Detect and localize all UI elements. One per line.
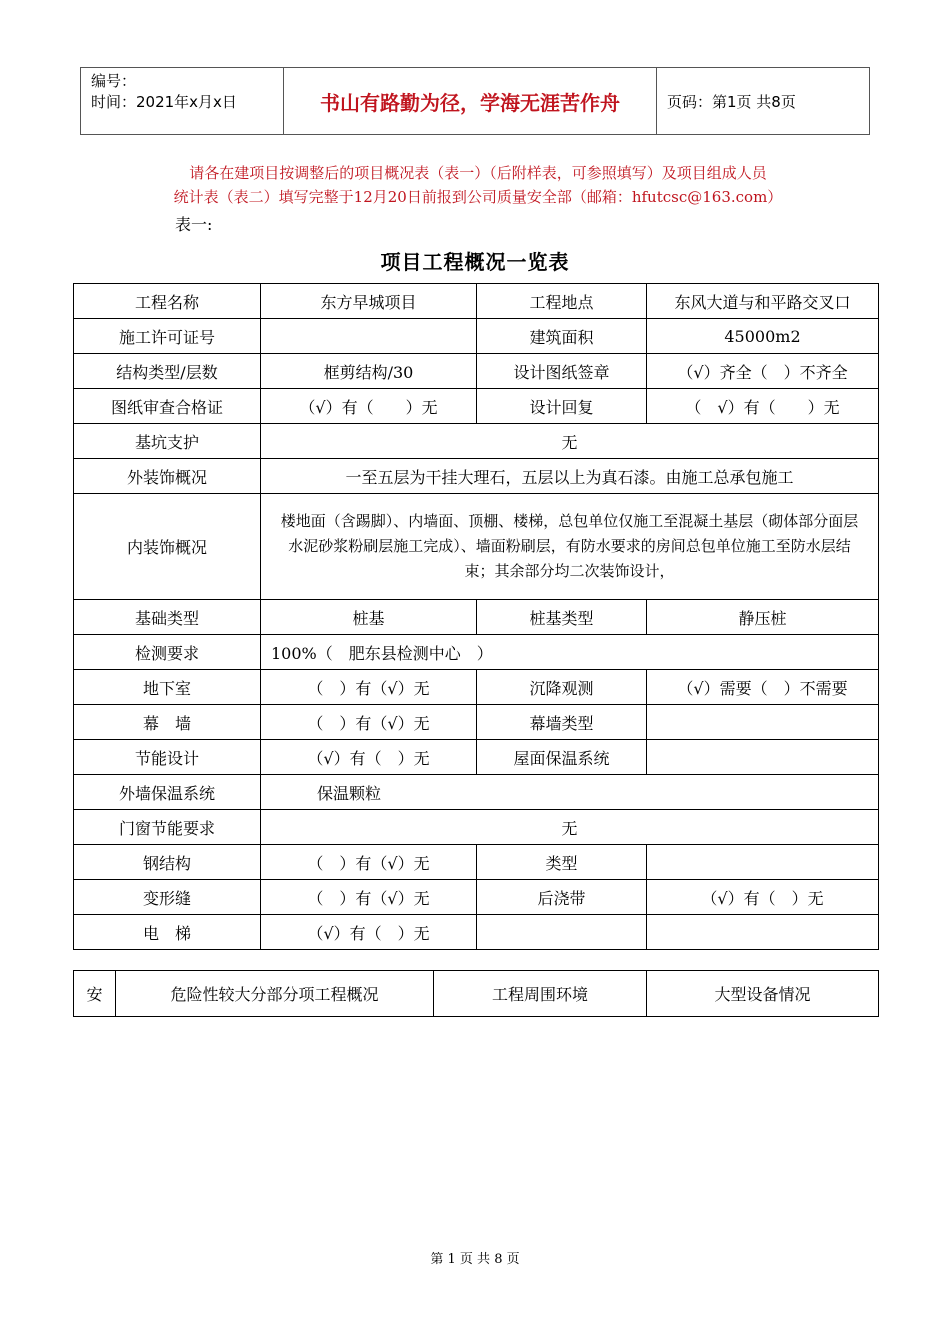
cell-label: 电 梯 xyxy=(74,915,261,950)
page-footer: 第 1 页 共 8 页 xyxy=(430,1252,520,1267)
cell-value: 45000m2 xyxy=(647,319,879,354)
cell-value: （√）有（ ）无 xyxy=(261,740,477,775)
cell-value: （ ）有（√）无 xyxy=(261,670,477,705)
cell-value: 东方早城项目 xyxy=(261,284,477,319)
table-row xyxy=(74,354,879,389)
table-row xyxy=(74,775,879,810)
cell-label: 类型 xyxy=(477,845,647,880)
document-header xyxy=(80,67,870,135)
table-row xyxy=(74,424,879,459)
cell-label: 基坑支护 xyxy=(74,424,261,459)
table-row xyxy=(74,494,879,600)
cell-value: （ √）有（ ）无 xyxy=(647,389,879,424)
cell-value: 无 xyxy=(261,424,879,459)
cell-label: 大型设备情况 xyxy=(647,971,879,1017)
cell-value xyxy=(647,705,879,740)
cell-label: 危险性较大分部分项工程概况 xyxy=(116,971,434,1017)
cell-label: 结构类型/层数 xyxy=(74,354,261,389)
table-row xyxy=(74,810,879,845)
table-row xyxy=(74,740,879,775)
cell-value: （√）有（ ）无 xyxy=(261,389,477,424)
time-label: 时间：2021年x月x日 xyxy=(91,93,237,111)
table-row xyxy=(74,600,879,635)
cell-value: （ ）有（√）无 xyxy=(261,845,477,880)
cell-label: 施工许可证号 xyxy=(74,319,261,354)
cell-label: 变形缝 xyxy=(74,880,261,915)
cell-value: 框剪结构/30 xyxy=(261,354,477,389)
cell-label: 图纸审查合格证 xyxy=(74,389,261,424)
cell-value: 100%（ 肥东县检测中心 ） xyxy=(261,635,879,670)
cell-label: 沉降观测 xyxy=(477,670,647,705)
header-motto: 书山有路勤为径，学海无涯苦作舟 xyxy=(284,68,657,134)
cell-value: （√）齐全（ ）不齐全 xyxy=(647,354,879,389)
cell-label: 幕墙类型 xyxy=(477,705,647,740)
cell-label: 桩基类型 xyxy=(477,600,647,635)
cell-label: 节能设计 xyxy=(74,740,261,775)
cell-value xyxy=(261,319,477,354)
cell-label: 外装饰概况 xyxy=(74,459,261,494)
table-row xyxy=(74,880,879,915)
table-row xyxy=(74,284,879,319)
table-row xyxy=(74,915,879,950)
notice-line-1: 请各在建项目按调整后的项目概况表（表一）（后附样表，可参照填写）及项目组成人员 xyxy=(189,164,767,182)
cell-label: 后浇带 xyxy=(477,880,647,915)
cell-value: 静压桩 xyxy=(647,600,879,635)
cell-label: 外墙保温系统 xyxy=(74,775,261,810)
cell-value: 无 xyxy=(261,810,879,845)
cell-label: 地下室 xyxy=(74,670,261,705)
cell-label: 基础类型 xyxy=(74,600,261,635)
cell-label: 幕 墙 xyxy=(74,705,261,740)
cell-label: 工程名称 xyxy=(74,284,261,319)
header-page-info: 页码：第1页 共8页 xyxy=(667,92,796,111)
cell-label: 设计回复 xyxy=(477,389,647,424)
cell-value: 东风大道与和平路交叉口 xyxy=(647,284,879,319)
cell-label: 安 xyxy=(74,971,116,1017)
cell-value: （√）有（ ）无 xyxy=(647,880,879,915)
cell-value: 楼地面（含踢脚）、内墙面、顶棚、楼梯，总包单位仅施工至混凝土基层（砌体部分面层水泥砂浆粉刷层施工完成）、墙面粉刷层，有防水要求的房间总包单位施工至防水层结束；其余部分均二次装饰设计， xyxy=(261,494,879,600)
cell-value: 保温颗粒 xyxy=(261,775,879,810)
number-label: 编号： xyxy=(91,72,137,90)
table-row xyxy=(74,845,879,880)
table-row xyxy=(74,319,879,354)
cell-label: 设计图纸签章 xyxy=(477,354,647,389)
table-row xyxy=(74,459,879,494)
cell-label: 内装饰概况 xyxy=(74,494,261,600)
table-label: 表一: xyxy=(175,215,213,234)
cell-value xyxy=(647,740,879,775)
table-row xyxy=(74,389,879,424)
cell-label: 钢结构 xyxy=(74,845,261,880)
project-overview-table xyxy=(73,283,879,950)
cell-value xyxy=(647,915,879,950)
page-title: 项目工程概况一览表 xyxy=(380,250,570,274)
table-row xyxy=(74,971,879,1017)
cell-label: 工程周围环境 xyxy=(434,971,647,1017)
cell-value xyxy=(647,845,879,880)
cell-label xyxy=(477,915,647,950)
notice-text xyxy=(128,161,828,209)
cell-value: （ ）有（√）无 xyxy=(261,705,477,740)
cell-label: 门窗节能要求 xyxy=(74,810,261,845)
table-row xyxy=(74,670,879,705)
cell-value: （√）需要（ ）不需要 xyxy=(647,670,879,705)
cell-label: 检测要求 xyxy=(74,635,261,670)
table-row xyxy=(74,635,879,670)
notice-line-2: 统计表（表二）填写完整于12月20日前报到公司质量安全部（邮箱：hfutcsc@163.com） xyxy=(173,188,783,206)
cell-label: 建筑面积 xyxy=(477,319,647,354)
cell-value: （√）有（ ）无 xyxy=(261,915,477,950)
header-meta xyxy=(81,68,284,134)
table-row xyxy=(74,705,879,740)
cell-label: 工程地点 xyxy=(477,284,647,319)
safety-table xyxy=(73,970,879,1017)
cell-value: 桩基 xyxy=(261,600,477,635)
cell-value: （ ）有（√）无 xyxy=(261,880,477,915)
cell-value: 一至五层为干挂大理石，五层以上为真石漆。由施工总承包施工 xyxy=(261,459,879,494)
cell-label: 屋面保温系统 xyxy=(477,740,647,775)
